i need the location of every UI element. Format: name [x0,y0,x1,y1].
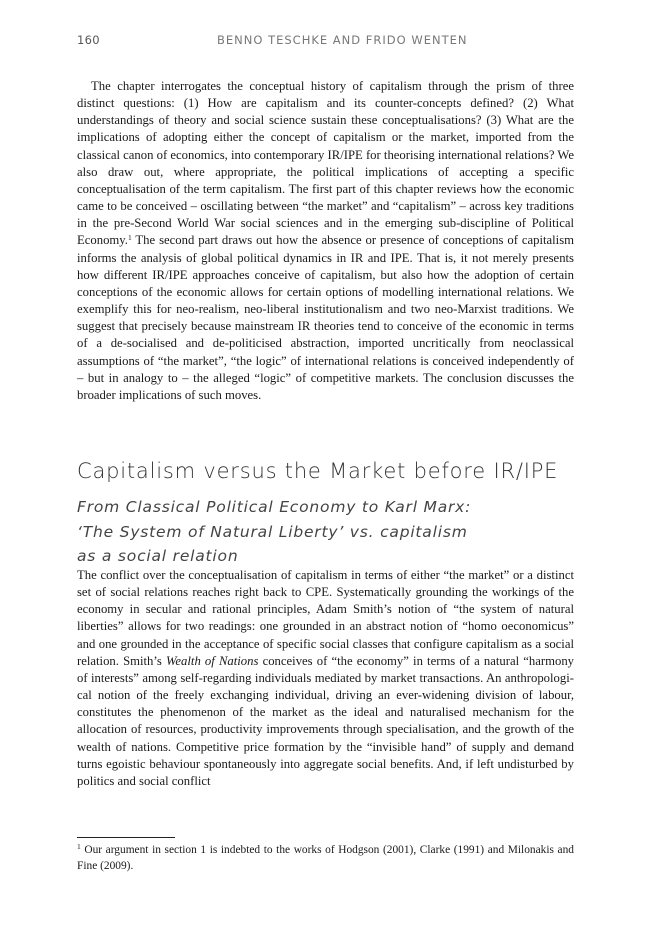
section-heading: Capitalism versus the Market before IR/IPE [77,459,559,483]
section-body [77,567,574,790]
intro-paragraph [77,78,574,404]
section-text-2: conceives of “the economy” in terms of a natural “harmony of interests” among self-regarding individuals mediated by market transactions. An anthropological notion of the freely exchanging individual, driving an ever-widening division of labour, constitutes the phenomenon of the market as the ideal and naturalised mechanism for the allocation of resources, productivity improvements through specialisation, and the growth of the wealth of nations. Competitive price formation by the “invisible hand” of supply and demand turns egoistic behaviour spontaneously into aggregate social benefits. And, if left undisturbed by politics and social conflict [77,653,575,788]
book-title: Wealth of Nations [166,653,259,668]
subsection-heading-line-3: as a social relation [77,547,239,565]
page-number: 160 [77,33,100,47]
running-head-authors: BENNO TESCHKE AND FRIDO WENTEN [217,33,468,47]
section-text-1: The conflict over the conceptualisation of capitalism in terms of either “the market” or a distinct set of social relations reaches right back to CPE. Systematically grounding the workings of the economy in secular and rational principles, Adam Smith’s notion of “the system of natural liberties” allows for two readings: one grounded in an abstract notion of “homo oeconomicus” and one grounded in the acceptance of specific social classes that configure capitalism as a social relation. Smith’s [77,568,574,668]
section-paragraph [77,567,574,790]
running-head [77,33,574,49]
footnote-divider [77,837,175,838]
footnote-reference[interactable]: 1 [127,233,132,243]
subsection-heading-line-1: From Classical Political Economy to Karl Marx: [77,498,472,516]
intro-text-1: The chapter interrogates the conceptual history of capitalism through the prism of three distinct questions: (1) How are capitalism and its counter-concepts defined? (2) What understandings of theory and social science sustain these conceptualisations? (3) What are the implications of adopting either the concept of capitalism or the market, imported from the classical canon of economics, into contemporary IR/​IPE for theorising international relations? We also draw out, where appropriate, the political implications of accepting a specific conceptualisation of the term capitalism. The first part of this chapter reviews how the economic came to be conceived – oscillating between “the market” and “capitalism” – across key traditions in the pre-Second World War social sciences and in the emerging sub-discipline of Political Economy. [77,79,574,248]
footnote-marker: 1 [77,842,81,851]
footnote-text: Our argument in section 1 is indebted to the works of Hodgson (2001), Clarke (1991) and Milonakis and Fine (2009). [77,844,574,872]
intro-section [77,78,574,404]
subsection-heading-line-2: ‘The System of Natural Liberty’ vs. capitalism [77,522,468,541]
footnote [77,842,574,874]
intro-text-2: The second part draws out how the absence or presence of conceptions of capitalism informs the analysis of global political dynamics in IR and IPE. That is, it not merely presents how different IR/IPE approaches conceive of capitalism, but also how the adoption of certain conceptions of the economic allows for certain options of modelling international relations. We exemplify this for neo-realism, neo-liberal institutionalism and two neo-Marxist traditions. We suggest that precisely because mainstream IR theories tend to conceive of the economic in terms of a de-socialised and de-politicised abstraction, imported uncritically from neoclassical assumptions of “the market”, “the logic” of international relations is conceived independently of – but in analogy to – the alleged “logic” of competitive markets. The conclusion discusses the broader implications of such moves. [77,233,574,402]
subsection-heading [77,495,471,569]
